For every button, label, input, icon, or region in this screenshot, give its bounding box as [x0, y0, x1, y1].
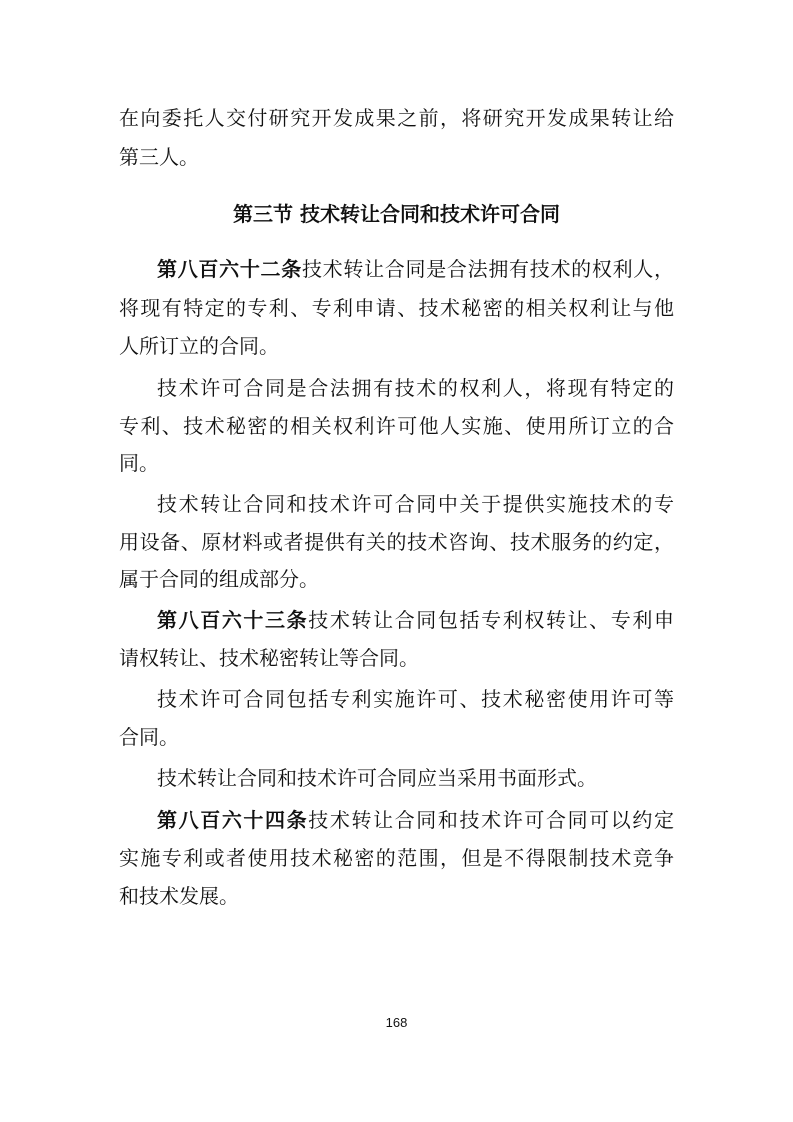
text-line	[0, 98, 793, 138]
page-number: 168	[385, 1015, 408, 1030]
text-line	[0, 368, 793, 408]
text-line	[0, 679, 793, 719]
text-line	[0, 443, 793, 483]
text-line	[0, 484, 793, 524]
text-line	[0, 137, 793, 177]
text-line-content: 第三人。	[119, 145, 199, 169]
text-line-content: 技术许可合同是合法拥有技术的权利人，将现有特定的	[157, 376, 674, 400]
text-line-content: 技术转让合同和技术许可合同应当采用书面形式。	[157, 766, 597, 790]
text-line	[0, 717, 793, 757]
article-label: 第八百六十二条	[157, 257, 302, 281]
text-line	[0, 638, 793, 678]
text-line-content: 合同。	[119, 725, 179, 749]
article-label: 第八百六十三条	[157, 608, 309, 632]
text-line-content: 实施专利或者使用技术秘密的范围，但是不得限制技术竞争	[119, 846, 674, 870]
text-line-content: 人所订立的合同。	[119, 334, 279, 358]
text-line	[0, 800, 793, 840]
text-line-content: 请权转让、技术秘密转让等合同。	[119, 646, 419, 670]
text-line-content: 技术转让合同和技术许可合同可以约定	[308, 808, 675, 832]
article-first-line	[157, 600, 674, 640]
text-line	[0, 288, 793, 328]
text-line-content: 技术转让合同是合法拥有技术的权利人，	[301, 257, 675, 281]
text-line-content: 在向委托人交付研究开发成果之前，将研究开发成果转让给	[119, 106, 674, 130]
text-line	[0, 600, 793, 640]
text-line	[0, 326, 793, 366]
section-heading: 第三节 技术转让合同和技术许可合同	[233, 202, 560, 226]
text-line-content: 技术许可合同包括专利实施许可、技术秘密使用许可等	[157, 687, 674, 711]
text-line-content: 技术转让合同包括专利权转让、专利申	[308, 608, 675, 632]
text-line	[0, 249, 793, 289]
text-line	[0, 559, 793, 599]
text-line	[0, 758, 793, 798]
article-first-line	[157, 249, 674, 289]
text-line	[0, 406, 793, 446]
text-line	[0, 522, 793, 562]
text-line-content: 同。	[119, 451, 159, 475]
article-label: 第八百六十四条	[157, 808, 309, 832]
text-line-content: 技术转让合同和技术许可合同中关于提供实施技术的专	[157, 492, 674, 516]
text-line	[0, 876, 793, 916]
text-line-content: 专利、技术秘密的相关权利许可他人实施、使用所订立的合	[119, 414, 674, 438]
text-line	[0, 838, 793, 878]
text-line-content: 用设备、原材料或者提供有关的技术咨询、技术服务的约定，	[119, 530, 674, 554]
text-line-content: 和技术发展。	[119, 884, 239, 908]
article-first-line	[157, 800, 674, 840]
text-line-content: 属于合同的组成部分。	[119, 567, 319, 591]
text-line-content: 将现有特定的专利、专利申请、技术秘密的相关权利让与他	[119, 296, 674, 320]
